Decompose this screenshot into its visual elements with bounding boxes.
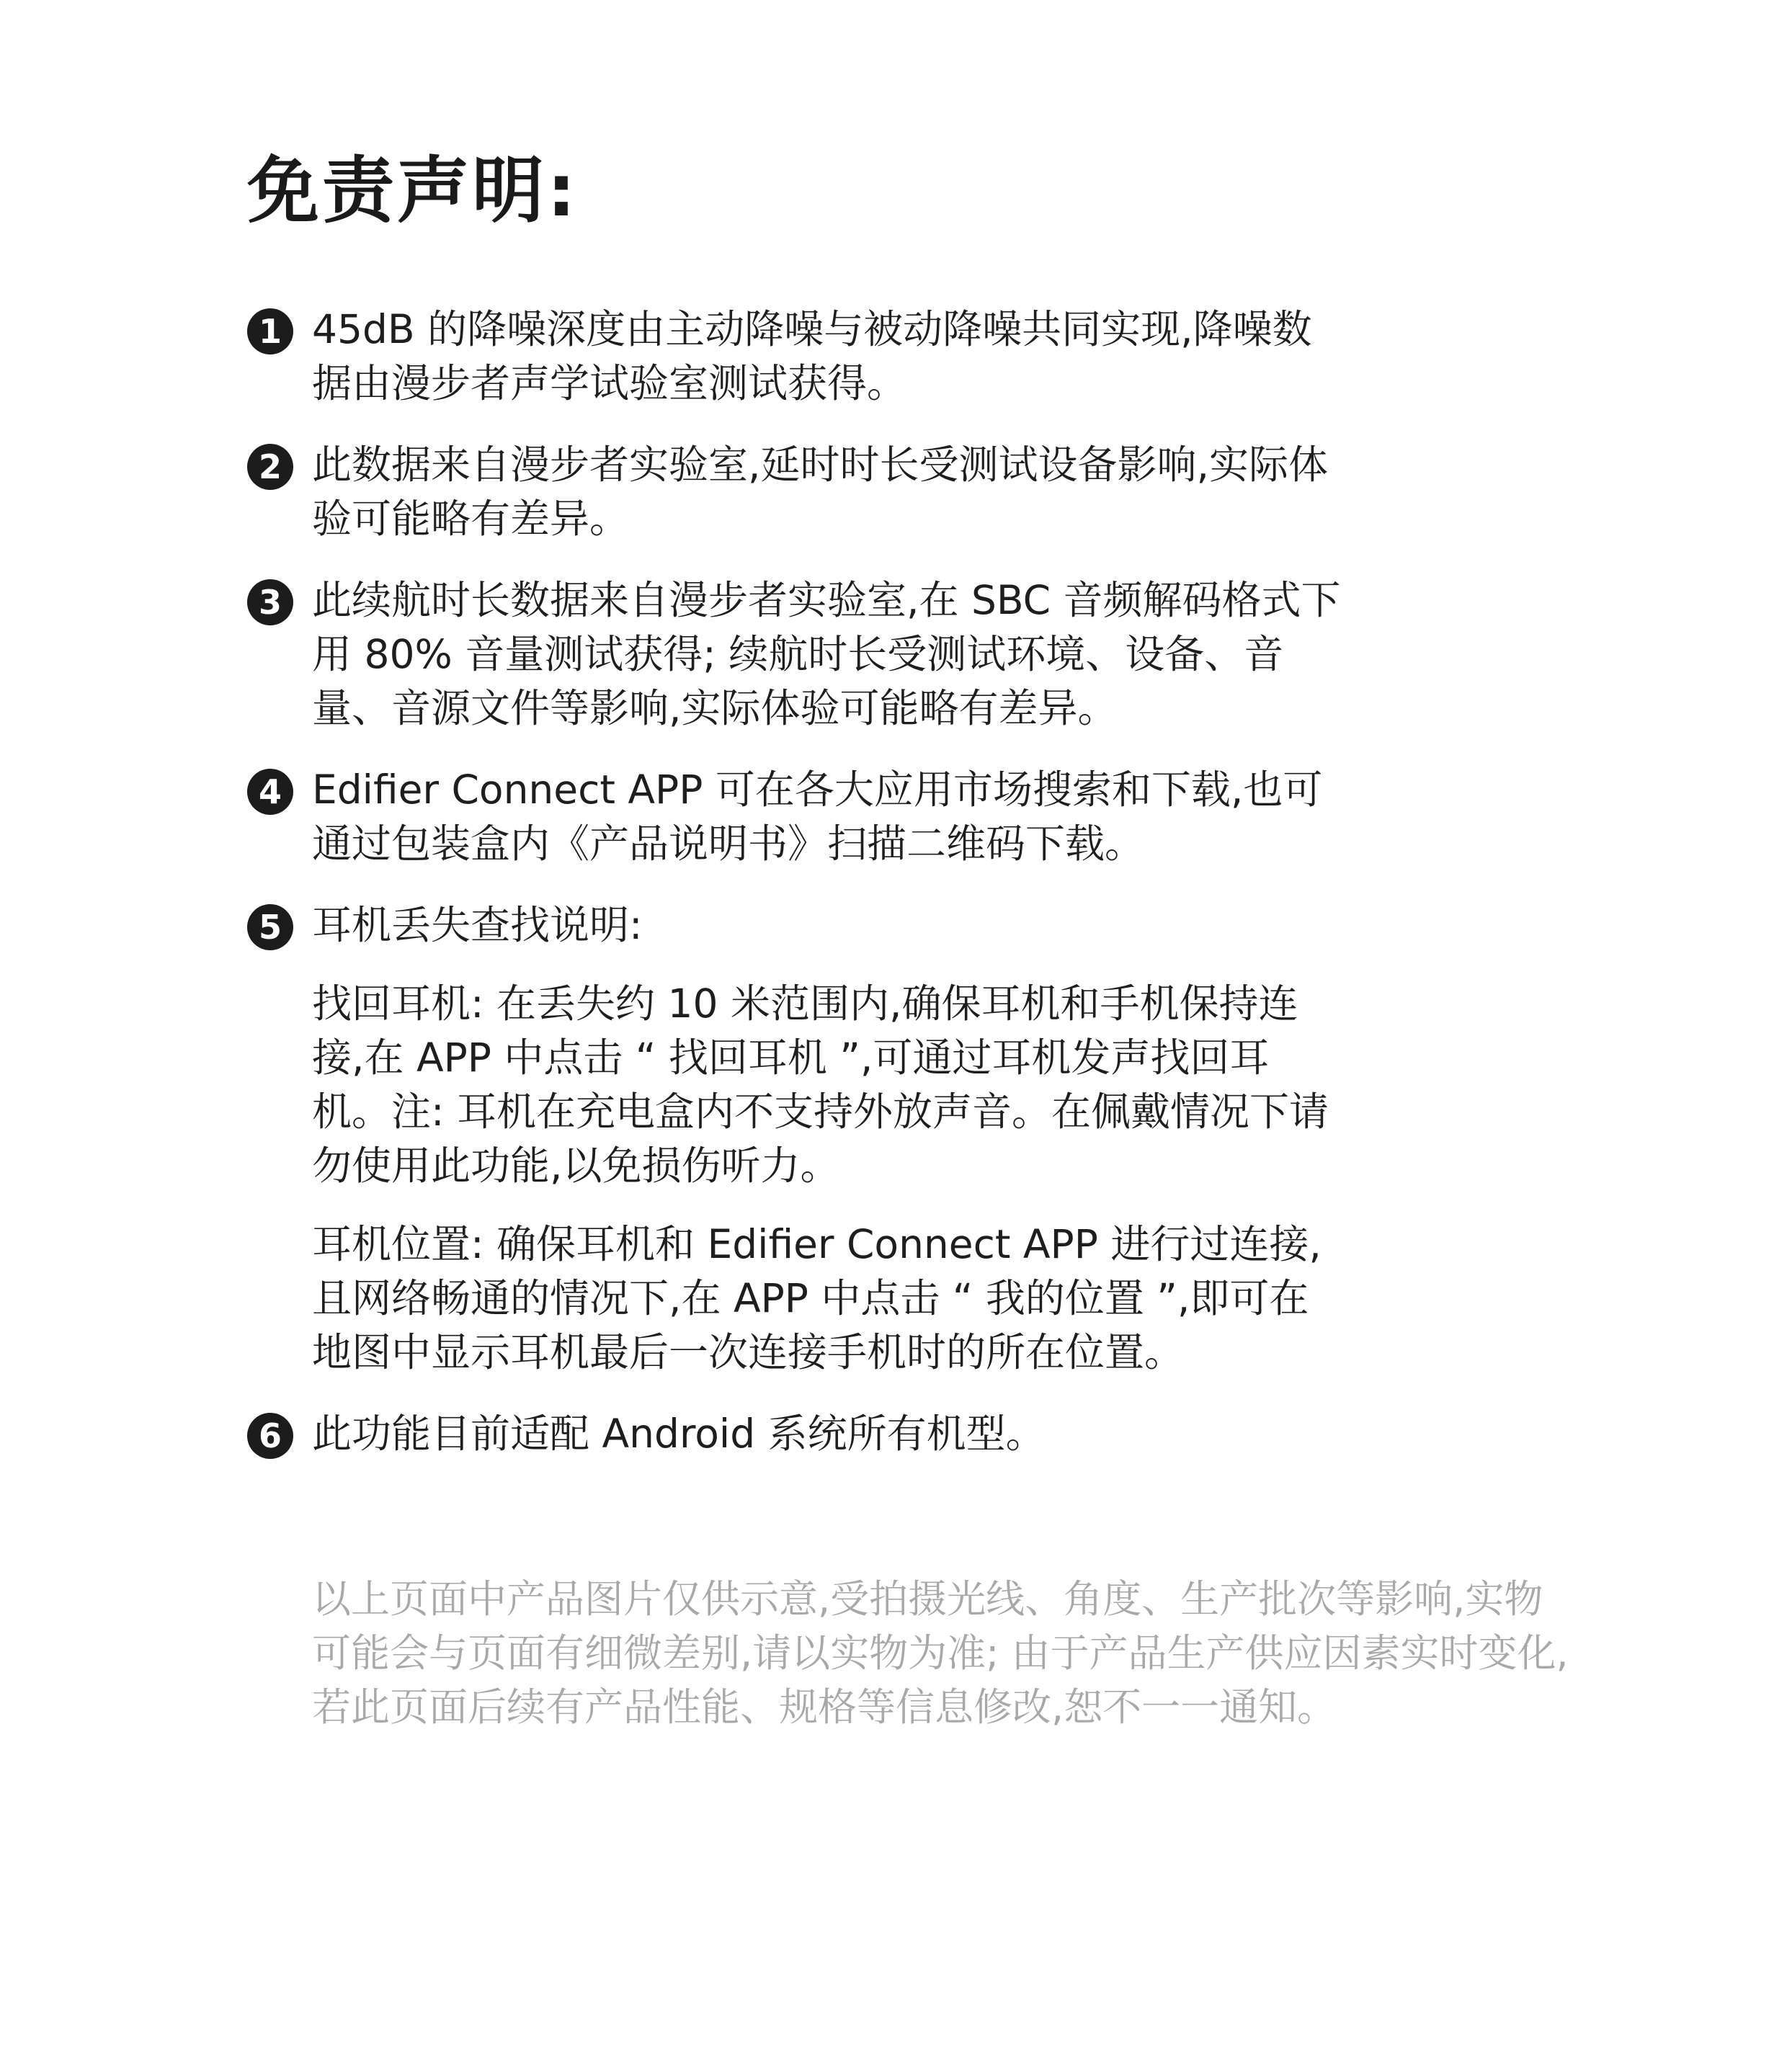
- number-badge-3: 3: [247, 579, 293, 625]
- number-badge-1: 1: [247, 308, 293, 354]
- note-item-6: [247, 1407, 1342, 1461]
- footer-disclaimer: 以上页面中产品图片仅供示意,受拍摄光线、角度、生产批次等影响,实物可能会与页面有细微差别,请以实物为准; 由于产品生产供应因素实时变化,若此页面后续有产品性能、规格等信息修改,恕不一一通知。: [312, 1576, 1569, 1730]
- note-item-1: [247, 303, 1342, 411]
- note-item-5: [247, 898, 1342, 1380]
- number-badge-5: 5: [247, 904, 293, 950]
- note-text-3: 此续航时长数据来自漫步者实验室,在 SBC 音频解码格式下用 80% 音量测试获得; 续航时长受测试环境、设备、音量、音源文件等影响,实际体验可能略有差异。: [312, 577, 1341, 731]
- number-badge-4: 4: [247, 769, 293, 815]
- page-title: 免责声明:: [247, 148, 579, 233]
- earbuds-location-paragraph: 耳机位置: 确保耳机和 Edifier Connect APP 进行过连接,且网络畅通的情况下,在 APP 中点击 “ 我的位置 ”,即可在地图中显示耳机最后一次连接手机时的所在位置。: [312, 1221, 1322, 1375]
- note-text-4: Edifier Connect APP 可在各大应用市场搜索和下载,也可通过包装盒内《产品说明书》扫描二维码下载。: [312, 767, 1323, 867]
- number-badge-2: 2: [247, 444, 293, 490]
- note-text-6: 此功能目前适配 Android 系统所有机型。: [312, 1411, 1046, 1457]
- note-item-2: [247, 438, 1342, 546]
- find-earbuds-paragraph: 找回耳机: 在丢失约 10 米范围内,确保耳机和手机保持连接,在 APP 中点击 “ 找回耳机 ”,可通过耳机发声找回耳机。注: 耳机在充电盒内不支持外放声音。在佩戴情况下请勿使用此功能,以免损伤听力。: [312, 981, 1329, 1189]
- note-text-5: 耳机丢失查找说明:: [312, 902, 643, 948]
- note-text-2: 此数据来自漫步者实验室,延时时长受测试设备影响,实际体验可能略有差异。: [312, 442, 1328, 542]
- notes-list: [247, 303, 1342, 1488]
- note-item-4: [247, 763, 1342, 871]
- note-item-3: [247, 573, 1342, 736]
- note-text-1: 45dB 的降噪深度由主动降噪与被动降噪共同实现,降噪数据由漫步者声学试验室测试获得。: [312, 306, 1312, 406]
- number-badge-6: 6: [247, 1413, 293, 1459]
